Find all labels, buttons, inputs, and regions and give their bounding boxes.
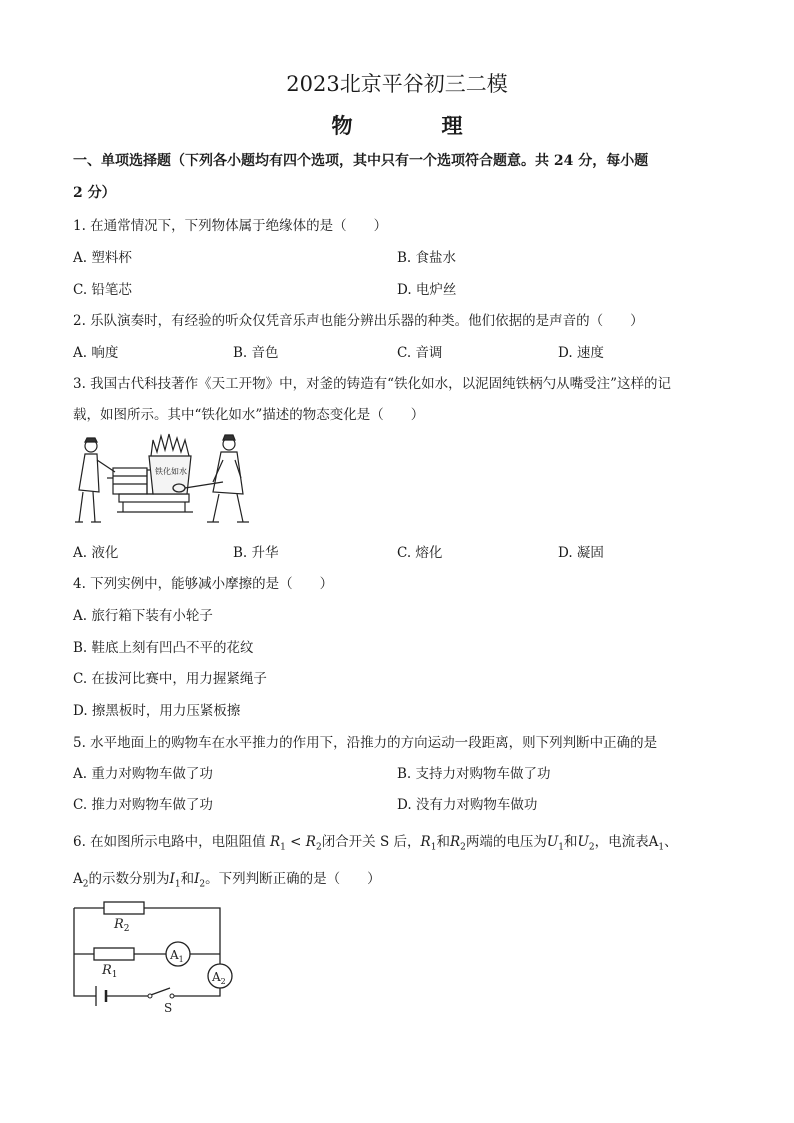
a1-label: $A_1$ — [170, 948, 184, 964]
q1-stem: 1. 在通常情况下，下列物体属于绝缘体的是（ ） — [73, 218, 388, 234]
left-worker-figure — [75, 438, 115, 522]
furnace-inscription: 铁化如水 — [155, 467, 187, 476]
q3-option-d: D. 凝固 — [558, 545, 604, 561]
q5-option-b: B. 支持力对购物车做了功 — [397, 766, 551, 782]
q4-option-c: C. 在拔河比赛中，用力握紧绳子 — [73, 671, 267, 687]
q1-option-a: A. 塑料杯 — [73, 250, 132, 266]
q3-option-b: B. 升华 — [233, 545, 279, 561]
q5-option-d: D. 没有力对购物车做功 — [397, 797, 538, 813]
q1-option-d: D. 电炉丝 — [397, 282, 457, 298]
right-worker-figure — [207, 435, 249, 522]
switch-contact-left — [148, 994, 152, 998]
resistor-r2 — [104, 902, 144, 914]
battery-symbol — [96, 986, 106, 1006]
q2-option-c: C. 音调 — [397, 345, 443, 361]
q6-stem-line1: 6. 在如图所示电路中，电阻阻值 $R_1 < R_2$闭合开关 S 后，$R_1$和$R_2$两端的电压为$U_1$和$U_2$，电流表$A_1$、 — [73, 834, 678, 853]
page-title: 2023北京平谷初三二模 — [286, 72, 508, 96]
q2-stem: 2. 乐队演奏时，有经验的听众仅凭音乐声也能分辨出乐器的种类。他们依据的是声音的（ ） — [73, 313, 644, 329]
q1-option-b: B. 食盐水 — [397, 250, 457, 266]
a2-label: $A_2$ — [212, 970, 226, 986]
q2-option-b: B. 音色 — [233, 345, 279, 361]
r1-label: $R_1$ — [102, 963, 118, 980]
q3-option-c: C. 熔化 — [397, 545, 443, 561]
q5-option-a: A. 重力对购物车做了功 — [73, 766, 213, 782]
q4-option-d: D. 擦黑板时，用力压紧板擦 — [73, 703, 241, 719]
resistor-r1 — [94, 948, 134, 960]
circuit-diagram — [66, 900, 246, 1015]
q4-option-b: B. 鞋底上刻有凹凸不平的花纹 — [73, 640, 254, 656]
section-heading-cont: 2 分） — [73, 185, 116, 201]
q4-stem: 4. 下列实例中，能够减小摩擦的是（ ） — [73, 576, 334, 592]
q2-option-a: A. 响度 — [73, 345, 119, 361]
r2-label: $R_2$ — [114, 917, 130, 934]
section-heading: 一、单项选择题（下列各小题均有四个选项，其中只有一个选项符合题意。共 24 分，每小题 — [73, 153, 649, 169]
q3-option-a: A. 液化 — [73, 545, 119, 561]
subject-title: 物 理 — [331, 113, 497, 138]
switch-contact-right — [170, 994, 174, 998]
q5-stem: 5. 水平地面上的购物车在水平推力的作用下，沿推力的方向运动一段距离，则下列判断中正确的是 — [73, 735, 658, 751]
q3-stem-line2: 载，如图所示。其中“铁化如水”描述的物态变化是（ ） — [73, 407, 425, 423]
q4-option-a: A. 旅行箱下装有小轮子 — [73, 608, 213, 624]
q1-option-c: C. 铅笔芯 — [73, 282, 132, 298]
switch-label: S — [164, 1001, 173, 1015]
q6-stem-line2: $A_2$的示数分别为$I_1$和$I_2$。下列判断正确的是（ ） — [73, 871, 381, 890]
casting-illustration — [73, 430, 273, 530]
q2-option-d: D. 速度 — [558, 345, 604, 361]
q3-stem-line1: 3. 我国古代科技著作《天工开物》中，对釜的铸造有“铁化如水，以泥固纯铁柄勺从嘴受注”这样的记 — [73, 376, 671, 392]
q5-option-c: C. 推力对购物车做了功 — [73, 797, 213, 813]
furnace — [149, 434, 191, 494]
